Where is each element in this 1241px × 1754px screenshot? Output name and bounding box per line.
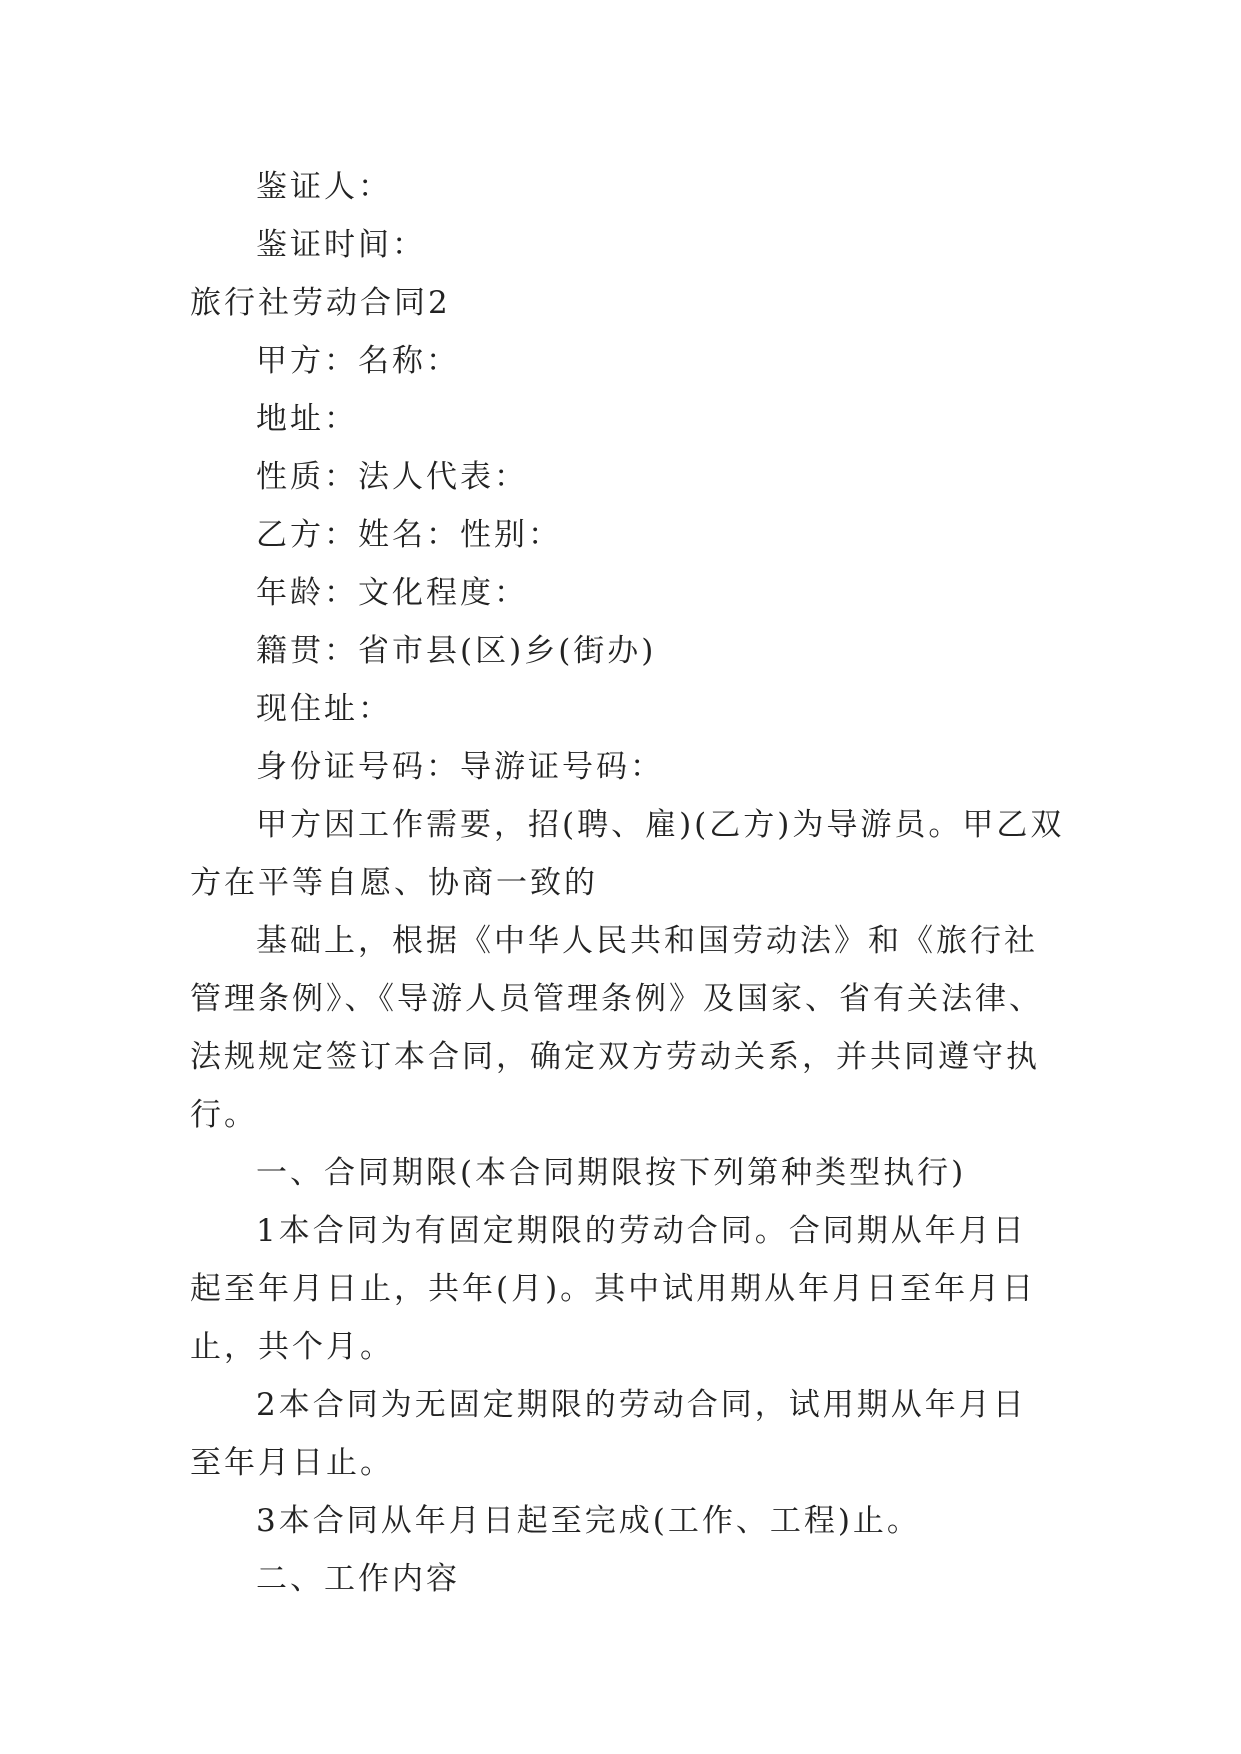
term-option-3: 3本合同从年月日起至完成(工作、工程)止。 [256, 1503, 921, 1539]
age-line: 年龄：文化程度： [256, 575, 528, 611]
section-2-heading: 二、工作内容 [256, 1561, 460, 1597]
hiring-paragraph-line2: 方在平等自愿、协商一致的 [190, 865, 598, 901]
contract-body [190, 158, 1065, 1608]
witness-line: 鉴证人： [256, 169, 392, 205]
nature-line: 性质：法人代表： [256, 459, 528, 495]
address-line: 地址： [256, 401, 358, 437]
section-1-heading: 一、合同期限(本合同期限按下列第种类型执行) [256, 1155, 967, 1191]
legal-basis-paragraph: 基础上，根据《中华人民共和国劳动法》和《旅行社管理条例》、《导游人员管理条例》及国家、省有关法律、法规规定签订本合同，确定双方劳动关系，并共同遵守执行。 [190, 923, 1043, 1133]
party-a-name-line: 甲方：名称： [256, 343, 460, 379]
current-address-line: 现住址： [256, 691, 392, 727]
party-b-line: 乙方：姓名：性别： [256, 517, 562, 553]
id-numbers-line: 身份证号码：导游证号码： [256, 749, 664, 785]
term-option-2: 2本合同为无固定期限的劳动合同，试用期从年月日至年月日止。 [190, 1387, 1027, 1481]
witness-time-line: 鉴证时间： [256, 227, 426, 263]
contract-title: 旅行社劳动合同2 [190, 285, 451, 321]
term-option-1: 1本合同为有固定期限的劳动合同。合同期从年月日起至年月日止，共年(月)。其中试用期从年月日至年月日止，共个月。 [190, 1213, 1037, 1365]
origin-line: 籍贯：省市县(区)乡(街办) [256, 633, 657, 669]
hiring-paragraph-line1: 甲方因工作需要，招(聘、雇)(乙方)为导游员。甲乙双 [256, 807, 1065, 843]
